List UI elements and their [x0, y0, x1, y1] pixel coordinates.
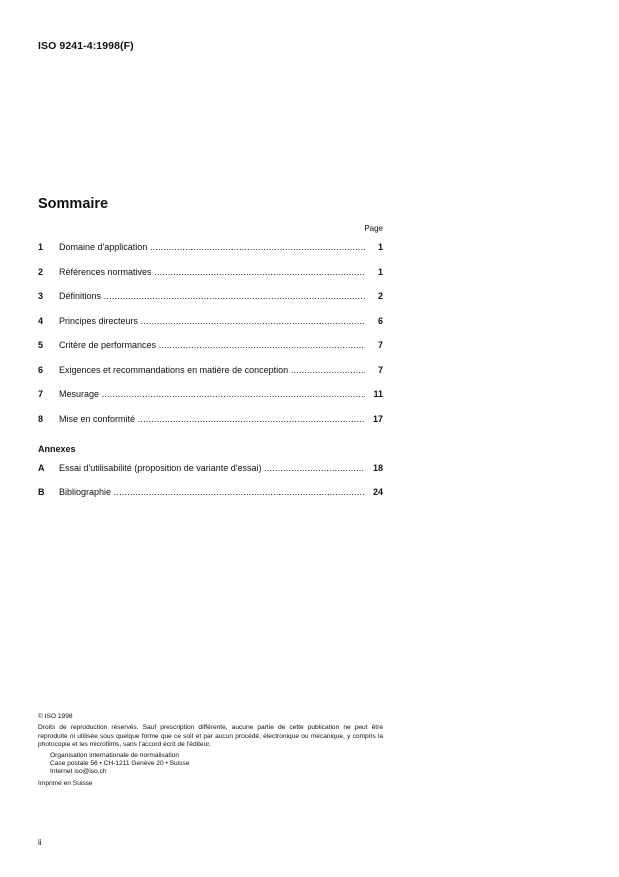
toc-entry[interactable]	[38, 413, 383, 425]
rights-statement: Droits de reproduction réservés. Sauf prescription différente, aucune partie de cette publication ne peut être reproduite ni utilisée sous quelque forme que ce soit et par aucun procédé, électronique ou mécanique, y compris la photocopie et les microfilms, sans l'accord écrit de l'éditeur.	[38, 724, 383, 749]
toc-page-column-label: Page	[364, 224, 383, 233]
annex-entry[interactable]	[38, 462, 383, 474]
toc-entry-title: Principes directeurs .....	[59, 315, 365, 327]
annex-entry-letter: A	[38, 463, 45, 473]
toc-entry[interactable]	[38, 388, 383, 400]
toc-entry-page: 1	[377, 267, 383, 277]
toc-entry-title: Exigences et recommandations en matière de conception .....	[59, 364, 365, 376]
toc-entry[interactable]	[38, 339, 383, 351]
toc-title: Sommaire	[38, 196, 109, 212]
annex-entry-title: Bibliographie .....	[59, 486, 365, 498]
annex-entry-title: Essai d'utilisabilité (proposition de variante d'essai) .....	[59, 462, 365, 474]
toc-entry-number: 2	[38, 267, 44, 277]
publisher-internet: Internet iso@iso.ch	[50, 768, 107, 776]
toc-entry-title: Mise en conformité .....	[59, 413, 365, 425]
toc-entry[interactable]	[38, 241, 383, 253]
toc-entry[interactable]	[38, 266, 383, 278]
toc-entry-page: 7	[377, 340, 383, 350]
publisher-name: Organisation internationale de normalisation	[50, 751, 180, 759]
toc-entry-page: 1	[377, 242, 383, 252]
toc-entry-title: Domaine d'application .....	[59, 241, 365, 253]
toc-entry-number: 8	[38, 414, 44, 424]
toc-entry-title: Critère de performances .....	[59, 339, 365, 351]
toc-entry[interactable]	[38, 290, 383, 302]
annex-entry-page: 18	[372, 463, 383, 473]
copyright-footer	[38, 713, 383, 788]
annexes-heading: Annexes	[38, 444, 76, 454]
toc-entry-page: 11	[373, 389, 383, 399]
toc-entry-title: Références normatives .....	[59, 266, 365, 278]
toc-entry-number: 1	[38, 242, 44, 252]
printed-in: Imprimé en Suisse	[38, 779, 93, 787]
toc-entry-number: 4	[38, 316, 44, 326]
annex-entry[interactable]	[38, 486, 383, 498]
toc-entry-page: 6	[377, 316, 383, 326]
copyright-notice: © ISO 1998	[38, 713, 73, 720]
toc-entry-number: 5	[38, 340, 44, 350]
toc-entry[interactable]	[38, 364, 383, 376]
toc-entry-title: Mesurage .....	[59, 388, 365, 400]
toc-entry-number: 6	[38, 365, 44, 375]
toc-entry-page: 2	[377, 291, 383, 301]
document-id: ISO 9241-4:1998(F)	[38, 40, 134, 52]
toc-entry-page: 17	[372, 414, 383, 424]
publisher-address: Case postale 56 • CH-1211 Genève 20 • Suisse	[50, 760, 190, 768]
toc-entry-title: Définitions .....	[59, 290, 365, 302]
page-number: ii	[38, 838, 42, 847]
toc-entry-page: 7	[377, 365, 383, 375]
annex-entry-page: 24	[372, 487, 383, 497]
toc-entry-number: 3	[38, 291, 44, 301]
toc-entry-number: 7	[38, 389, 44, 399]
annex-entry-letter: B	[38, 487, 45, 497]
toc-entry[interactable]	[38, 315, 383, 327]
